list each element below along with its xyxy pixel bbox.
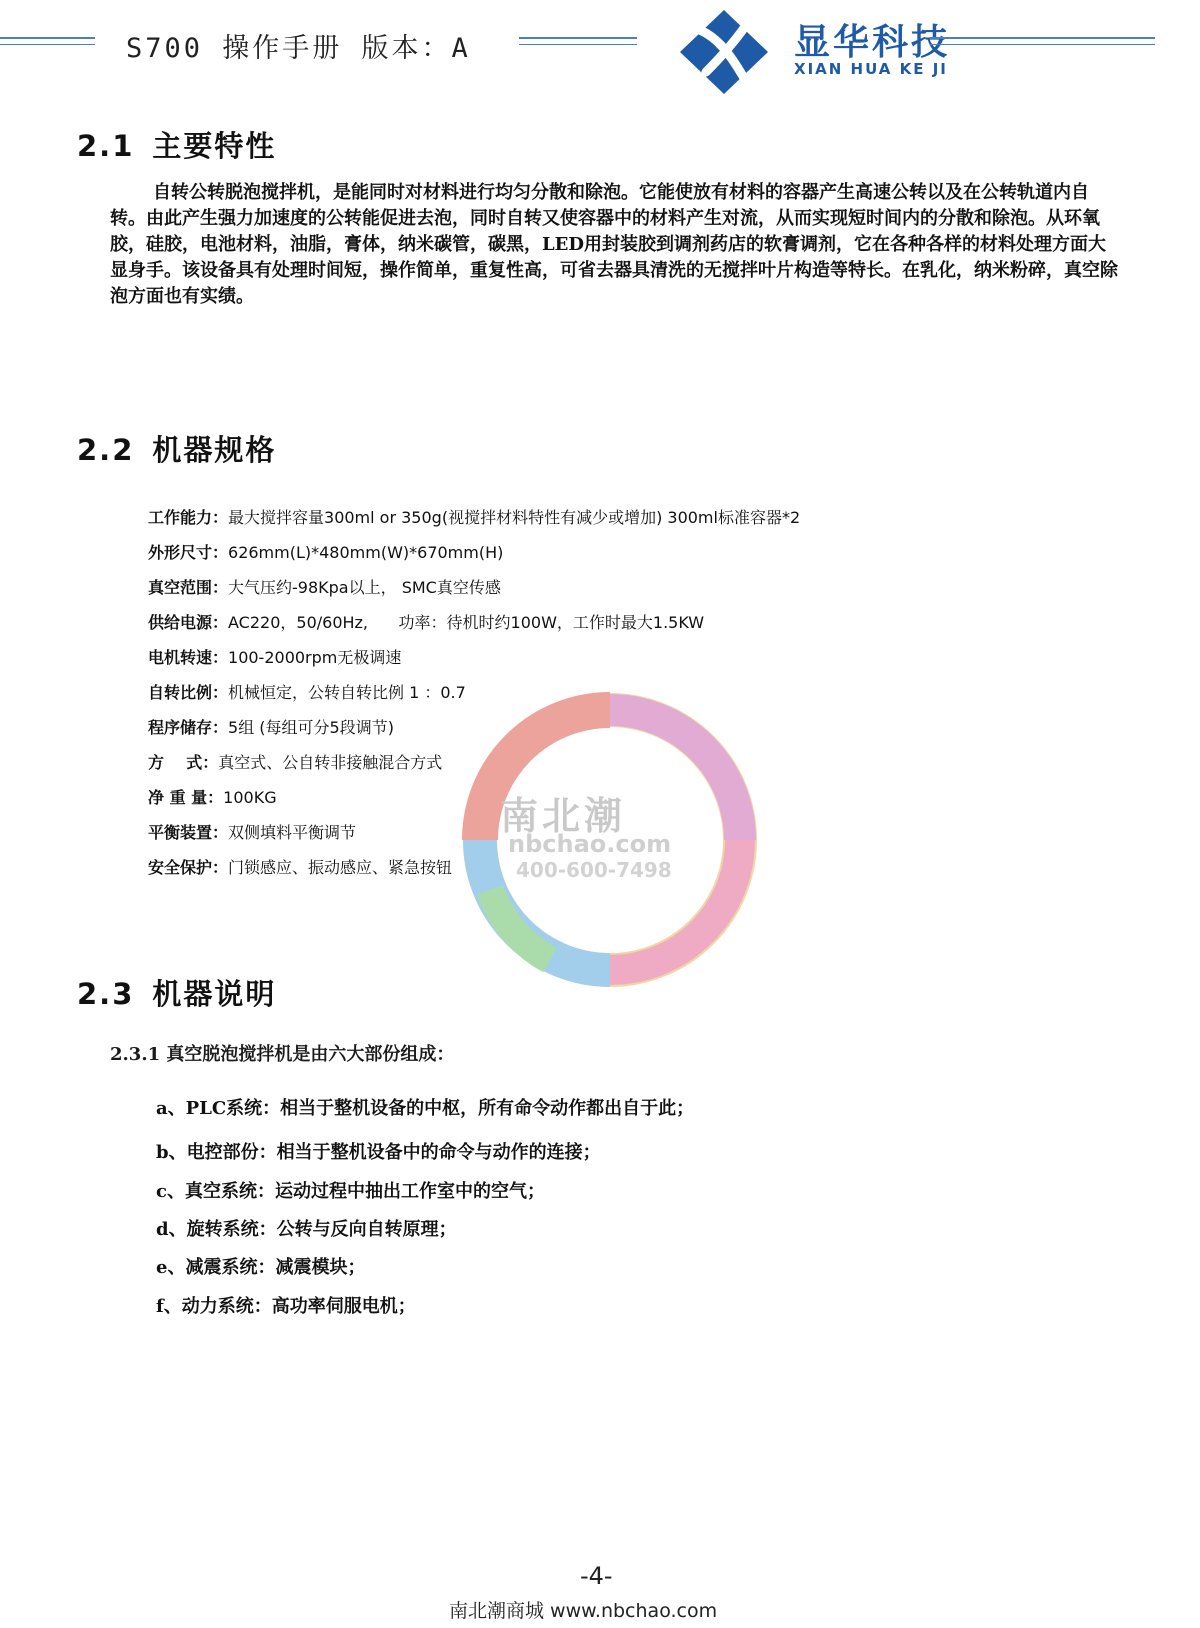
spec-row — [148, 610, 704, 633]
spec-row — [148, 680, 466, 703]
spec-value: 机械恒定，公转自转比例 1 ：0.7 — [228, 683, 466, 702]
company-name-cn: 显华科技 — [794, 22, 951, 63]
section-title: 主要特性 — [152, 129, 277, 163]
header-rule-right-thin — [930, 44, 1155, 45]
section-heading-description — [77, 972, 276, 1013]
company-logo-icon — [678, 8, 770, 96]
section-heading-features — [77, 124, 276, 165]
spec-key: 供给电源： — [148, 613, 229, 632]
spec-key: 电机转速： — [148, 648, 229, 667]
section-title: 机器规格 — [152, 433, 277, 467]
spec-row — [148, 820, 356, 843]
spec-key: 方 式： — [148, 753, 219, 772]
spec-value: 最大搅拌容量300ml or 350g(视搅拌材料特性有减少或增加) 300ml标准容器*2 — [228, 508, 801, 527]
spec-key: 程序储存： — [148, 718, 229, 737]
watermark-phone: 400-600-7498 — [516, 858, 672, 882]
footer-source-link[interactable]: 南北潮商城 www.nbchao.com — [449, 1600, 718, 1622]
subheading: 2.3.1 真空脱泡搅拌机是由六大部份组成： — [110, 1044, 455, 1065]
spec-row — [148, 505, 800, 528]
spec-value: 大气压约-98Kpa以上， SMC真空传感 — [228, 578, 501, 597]
spec-row — [148, 715, 394, 738]
document-title: S700 操作手册 版本：A — [126, 33, 471, 64]
spec-value: 门锁感应、振动感应、紧急按钮 — [228, 858, 453, 877]
spec-row — [148, 785, 277, 808]
spec-row — [148, 645, 401, 668]
spec-value: 真空式、公自转非接触混合方式 — [218, 753, 443, 772]
spec-row — [148, 540, 503, 563]
watermark-name: 南北潮 — [500, 794, 627, 838]
spec-value: 100-2000rpm无极调速 — [228, 648, 402, 667]
header-rule-left-thin — [0, 44, 95, 45]
spec-value: 双侧填料平衡调节 — [228, 823, 357, 842]
component-item: d、旋转系统：公转与反向自转原理； — [156, 1219, 457, 1240]
header-rule-mid — [519, 37, 637, 39]
section-number: 2.3 — [77, 977, 135, 1011]
spec-key: 安全保护： — [148, 858, 229, 877]
spec-value: 100KG — [223, 788, 277, 807]
section-title: 机器说明 — [152, 977, 277, 1011]
spec-key: 平衡装置： — [148, 823, 229, 842]
features-paragraph — [110, 180, 1120, 310]
section-number: 2.2 — [77, 433, 135, 467]
component-item: f、动力系统：高功率伺服电机； — [156, 1296, 416, 1317]
company-name-en: XIAN HUA KE JI — [794, 60, 948, 78]
header-rule-mid-thin — [519, 44, 637, 45]
header-rule-left — [0, 37, 95, 39]
section-number: 2.1 — [77, 129, 135, 163]
spec-key: 净 重 量： — [148, 788, 224, 807]
spec-row — [148, 575, 501, 598]
watermark-site: nbchao.com — [508, 830, 672, 858]
spec-value: 626mm(L)*480mm(W)*670mm(H) — [228, 543, 504, 562]
spec-key: 外形尺寸： — [148, 543, 229, 562]
spec-value: 5组 (每组可分5段调节) — [228, 718, 394, 737]
header-rule-right — [930, 37, 1155, 39]
spec-row — [148, 750, 442, 773]
page-number: -4- — [580, 1562, 613, 1590]
spec-key: 真空范围： — [148, 578, 229, 597]
spec-key: 自转比例： — [148, 683, 229, 702]
spec-row — [148, 855, 452, 878]
spec-value: AC220，50/60Hz, 功率：待机时约100W，工作时最大1.5KW — [228, 613, 705, 632]
spec-key: 工作能力： — [148, 508, 229, 527]
component-item: a、PLC系统：相当于整机设备的中枢，所有命令动作都出自于此； — [156, 1098, 695, 1119]
component-item: c、真空系统：运动过程中抽出工作室中的空气； — [156, 1181, 545, 1202]
component-item: e、减震系统：减震模块； — [156, 1257, 366, 1278]
section-heading-specs — [77, 428, 276, 469]
component-item: b、电控部份：相当于整机设备中的命令与动作的连接； — [156, 1142, 601, 1163]
paragraph-text: 自转公转脱泡搅拌机，是能同时对材料进行均匀分散和除泡。它能使放有材料的容器产生高速公转以及在公转轨道内自转。由此产生强力加速度的公转能促进去泡，同时自转又使容器中的材料产生对流，从而实现短时间内的分散和除泡。从环氧胶，硅胶，电池材料，油脂，膏体，纳米碳管，碳黑，LED用封装胶到调剂药店的软膏调剂，它在各种各样的材料处理方面大显身手。该设备具有处理时间短，操作简单，重复性高，可省去器具清洗的无搅拌叶片构造等特长。在乳化，纳米粉碎，真空除泡方面也有实绩。 — [110, 182, 1118, 307]
